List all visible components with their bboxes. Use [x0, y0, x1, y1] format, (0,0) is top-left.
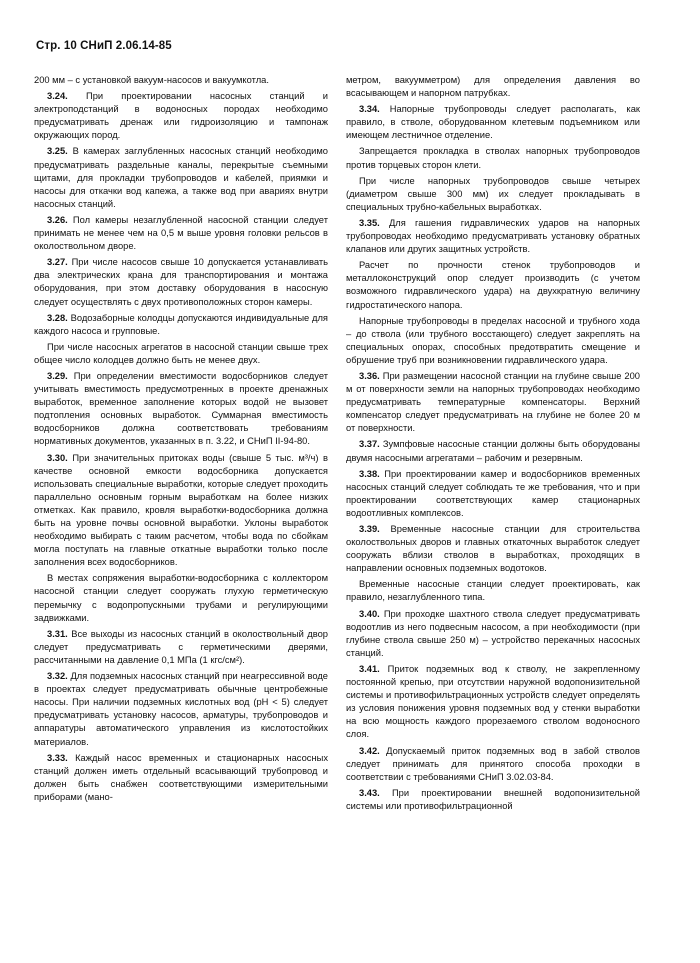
clause-number: 3.30.: [47, 452, 68, 463]
paragraph: [346, 663, 640, 742]
paragraph: [346, 315, 640, 367]
paragraph-text: Пол камеры незаглубленной насосной станции следует принимать не менее чем на 0,5 м выше уровня головки рельсов в околоствольном дворе.: [34, 214, 328, 252]
clause-number: 3.39.: [359, 524, 380, 534]
paragraph-text: При числе насосов свыше 10 допускается устанавливать два электрических крана для транспортирования и монтажа оборудования, при этом доставку оборудования в насосную следует осуществлять с двух противоположных сторон камеры.: [34, 257, 328, 307]
clause-number: 3.32.: [47, 671, 68, 682]
paragraph-text: При числе напорных трубопроводов свыше четырех (диаметром свыше 300 мм) их следует прокладывать в специальных трубно-кабельных выработках.: [346, 175, 640, 212]
paragraph: [34, 628, 328, 667]
paragraph: [34, 572, 328, 624]
paragraph: [34, 312, 328, 338]
paragraph: [346, 370, 640, 435]
clause-number: 3.33.: [47, 752, 68, 763]
paragraph-text: Временные насосные станции следует проектировать, как правило, незаглубленного типа.: [346, 579, 640, 603]
paragraph: [34, 74, 328, 87]
clause-number: 3.24.: [47, 91, 68, 102]
paragraph: [346, 523, 640, 575]
paragraph: [34, 90, 328, 142]
paragraph: [34, 752, 328, 804]
paragraph: [346, 74, 640, 100]
paragraph-text: Напорные трубопроводы в пределах насосной и трубного хода – до ствола (или трубного восстающего) следует закреплять на специальных опорах, способных предотвратить смещение и обрушение труб при возникновении гидравлического удара.: [346, 315, 640, 365]
paragraph-text: Для подземных насосных станций при неагрессивной воде в проектах следует предусматривать обычные центробежные насосы. При наличии подземных кислотных вод (рН < 5) следует предусматривать установку насосов, арматуры, трубопроводов и аппаратуры автоматического управления из кислотостойких материалов.: [34, 671, 328, 747]
paragraph-text: Водозаборные колодцы допускаются индивидуальные для каждого насоса и групповые.: [34, 312, 328, 336]
paragraph-text: метром, вакуумметром) для определения давления во всасывающем и напорном патрубках.: [346, 75, 640, 99]
clause-number: 3.35.: [359, 217, 380, 228]
paragraph: [34, 670, 328, 749]
paragraph-text: При определении вместимости водосборников следует учитывать вместимость предусмотренных в проекте дренажных выработок, временное заполнение которых водой не вызовет подтопления основных выработок. Суммарная вместимость водосборников должна соответствовать требованиям нормативных документов, указанных в п. 3.22, и СНиП II-94-80.: [34, 370, 328, 447]
paragraph: [34, 214, 328, 253]
paragraph-text: При проектировании внешней водопонизительной системы или противофильтрационной: [346, 787, 640, 811]
paragraph-text: В камерах заглубленных насосных станций необходимо предусматривать раздельные каналы, перекрытые съемными щитами, для прокладки трубопроводов и кабелей, приямки и насосы для откачки вод капежа, а также вод при авариях внутри насосных станций.: [34, 146, 328, 209]
paragraph-text: Допускаемый приток подземных вод в забой стволов следует принимать для принятого способа проходки в соответствии с требованиями СНиП 3.02.03-84.: [346, 745, 640, 782]
clause-number: 3.37.: [359, 439, 380, 450]
paragraph-text: При числе насосных агрегатов в насосной станции свыше трех общее число колодцев должно быть не менее двух.: [34, 341, 328, 365]
paragraph-text: Каждый насос временных и стационарных насосных станций должен иметь отдельный всасывающий трубопровод и должен быть снабжен соответствующими измерительными приборами (мано-: [34, 752, 328, 802]
paragraph-text: Напорные трубопроводы следует располагать, как правило, в стволе, оборудованном клетевым подъемником или имеющем лестничное отделение.: [346, 104, 640, 141]
paragraph: [346, 217, 640, 256]
paragraph: [34, 256, 328, 308]
clause-number: 3.34.: [359, 104, 380, 115]
paragraph-text: Для гашения гидравлических ударов на напорных трубопроводах необходимо предусматривать установку обратных клапанов или других защитных устройств.: [346, 217, 640, 255]
paragraph-text: Временные насосные станции для строительства околоствольных дворов и главных откаточных выработок следует сооружать вблизи стволов в выработках, проходящих в направлении основных подземных водотоков.: [346, 524, 640, 574]
clause-number: 3.38.: [359, 468, 380, 479]
right-column: [346, 74, 640, 816]
clause-number: 3.43.: [359, 787, 380, 798]
paragraph-text: При размещении насосной станции на глубине свыше 200 м от поверхности земли на напорных трубопроводах необходимо предусматривать температурные компенсаторы. Верхний компенсатор следует предусматривать на глубине не более 20 м от поверхности.: [346, 370, 640, 434]
clause-number: 3.36.: [359, 370, 380, 381]
clause-number: 3.29.: [47, 370, 68, 381]
page-header: Стр. 10 СНиП 2.06.14-85: [36, 40, 172, 52]
paragraph: [346, 438, 640, 464]
clause-number: 3.26.: [47, 214, 68, 225]
paragraph: [346, 787, 640, 813]
clause-number: 3.40.: [359, 608, 380, 619]
paragraph: [346, 103, 640, 142]
paragraph: [346, 175, 640, 214]
paragraph-text: При проектировании камер и водосборников временных насосных станций следует соблюдать те же требования, что и при проектировании соответствующих камер стационарных водоотливных комплексов.: [346, 468, 640, 518]
paragraph: [34, 452, 328, 570]
clause-number: 3.28.: [47, 312, 68, 323]
paragraph: [34, 341, 328, 367]
paragraph-text: Зумпфовые насосные станции должны быть оборудованы двумя насосными агрегатами – рабочим и резервным.: [346, 439, 640, 463]
clause-number: 3.25.: [47, 146, 68, 157]
paragraph-text: Все выходы из насосных станций в околоствольный двор следует предусматривать с герметическими дверями, рассчитанными на давление 0,1 МПа (1 кгс/см²).: [34, 628, 328, 665]
paragraph: [34, 145, 328, 210]
paragraph-text: Расчет по прочности стенок трубопроводов и металлоконструкций опор следует производить (с учетом возможного гидравлического удара) на двухкратную величину гидростатического напора.: [346, 260, 640, 310]
paragraph-text: В местах сопряжения выработки-водосборника с коллектором насосной станции следует сооружать глухую герметическую перемычку с водопропускными трубами и регулирующими задвижками.: [34, 573, 328, 623]
left-column: [34, 74, 328, 807]
paragraph-text: При проектировании насосных станций и электроподстанций в водоносных породах необходимо предусматривать дренаж или гидроизоляцию и тампонаж окружающих пород.: [34, 91, 328, 141]
paragraph: [346, 578, 640, 604]
paragraph: [346, 259, 640, 311]
clause-number: 3.42.: [359, 745, 380, 756]
paragraph-text: 200 мм – с установкой вакуум-насосов и вакуумкотла.: [34, 75, 269, 85]
paragraph: [346, 468, 640, 520]
paragraph-text: При проходке шахтного ствола следует предусматривать водоотлив из него подвесным насосом, а при необходимости (при глубине ствола свыше 250 м) – устройство перекачных насосных станций.: [346, 608, 640, 658]
paragraph: [346, 608, 640, 660]
clause-number: 3.41.: [359, 663, 380, 674]
clause-number: 3.27.: [47, 257, 68, 268]
paragraph-text: Запрещается прокладка в стволах напорных трубопроводов против торцевых сторон клети.: [346, 146, 640, 170]
paragraph-text: При значительных притоках воды (свыше 5 тыс. м³/ч) в качестве основной емкости водосборника допускается использовать специальные выработки, которые следует проходить параллельно основным горным выработкам на более низких отметках. Как правило, кровля выработки-водосборника должна быть на уровне почвы основной выработки. Уклоны выработок необходимо выбирать с таким расчетом, чтобы вода по сбойкам могла поступать на главные откатные выработки только после заполнения всех водосборников.: [34, 452, 328, 568]
paragraph-text: Приток подземных вод к стволу, не закрепленному постоянной крепью, при отсутствии наружной водопонизительной системы и противофильтрационных устройств следует определять из условия понижения уровня подземных вод у стенки выработки на всю мощность каждого прорезаемого стволом водоносного слоя.: [346, 663, 640, 740]
paragraph: [346, 145, 640, 171]
paragraph: [346, 745, 640, 784]
clause-number: 3.31.: [47, 628, 68, 639]
paragraph: [34, 370, 328, 449]
